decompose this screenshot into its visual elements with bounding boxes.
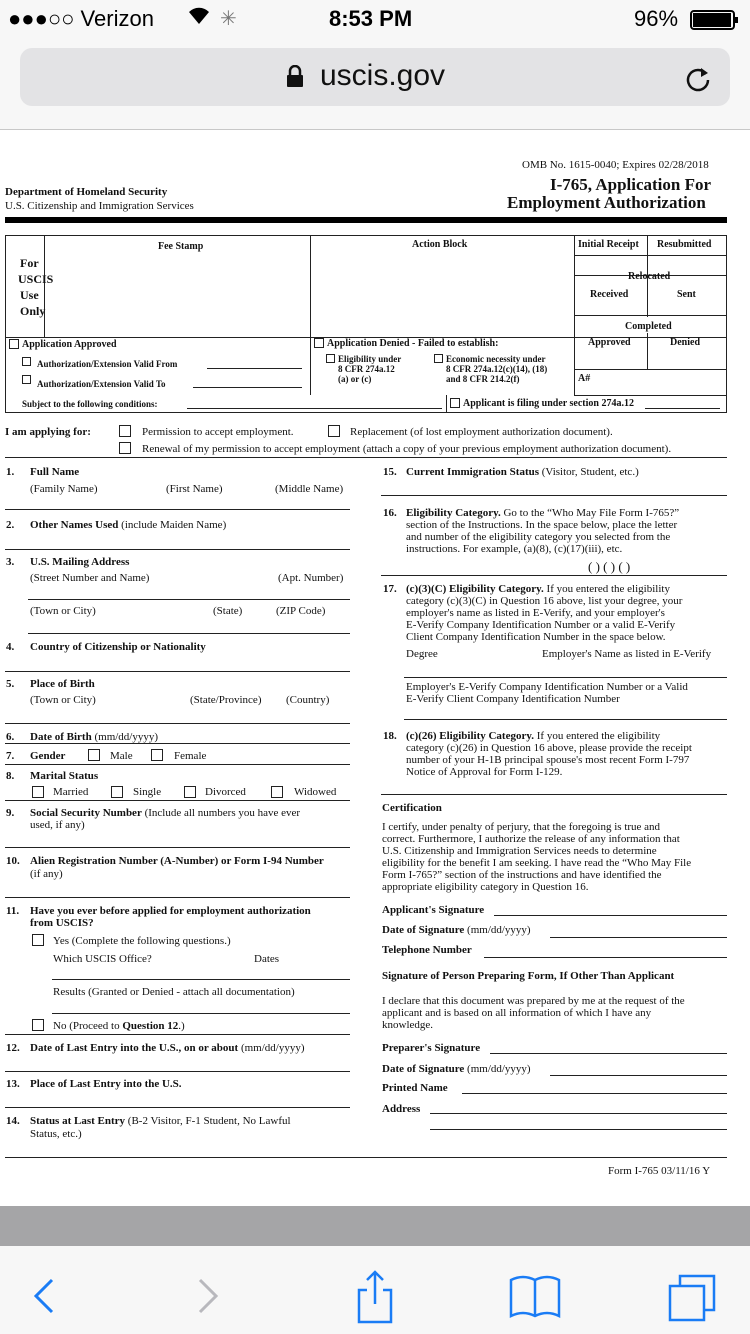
q10-field[interactable]	[5, 897, 350, 898]
auth-from-checkbox[interactable]	[22, 357, 31, 366]
department-label: Department of Homeland Security	[5, 186, 168, 198]
q1-first-label: (First Name)	[166, 483, 223, 495]
renewal-checkbox[interactable]	[119, 442, 131, 454]
action-block-label: Action Block	[412, 239, 468, 250]
sent-label: Sent	[677, 289, 696, 300]
q17-degree-label: Degree	[406, 648, 438, 660]
q3-town-label: (Town or City)	[30, 605, 96, 617]
q14-extra-label: Status, etc.)	[30, 1128, 82, 1140]
address-label: Address	[382, 1103, 421, 1115]
q12-field[interactable]	[5, 1071, 350, 1072]
q16-label: Eligibility Category. Go to the “Who May File Form I-765?”	[406, 507, 680, 519]
forward-button[interactable]	[170, 1266, 230, 1326]
certification-heading: Certification	[382, 802, 442, 814]
cert-line4: eligibility for the benefit I am seeking. I have read the “Who May File	[382, 857, 692, 869]
wifi-icon	[186, 4, 212, 32]
q17-degree-field[interactable]	[404, 677, 727, 678]
q17-line4: E-Verify Company Identification Number or a valid E-Verify	[406, 619, 676, 631]
q11-office-field[interactable]	[52, 979, 350, 980]
female-label: Female	[174, 750, 207, 762]
telephone-label: Telephone Number	[382, 944, 472, 956]
footer-rule	[5, 1157, 727, 1158]
app-denied-label: Application Denied - Failed to establish:	[327, 338, 499, 349]
preparer-heading: Signature of Person Preparing Form, If Other Than Applicant	[382, 970, 675, 982]
q9-label: Social Security Number (Include all numbers you have ever	[30, 807, 301, 819]
q1-label: Full Name	[30, 466, 80, 478]
single-checkbox[interactable]	[111, 786, 123, 798]
econ-necessity-checkbox[interactable]	[434, 354, 443, 363]
q2-field[interactable]	[5, 549, 350, 550]
male-label: Male	[110, 750, 133, 762]
battery-percent: 96%	[634, 6, 679, 31]
safari-toolbar	[0, 1206, 750, 1334]
q18-line3: number of your H-1B principal spouse's most recent Form I-797	[406, 754, 690, 766]
q15-field[interactable]	[381, 495, 727, 496]
preparer-line3: knowledge.	[382, 1019, 434, 1031]
q2-label: Other Names Used (include Maiden Name)	[30, 519, 227, 531]
renewal-label: Renewal of my permission to accept employment (attach a copy of your previous employment authorization document).	[142, 443, 672, 455]
q15-label: Current Immigration Status (Visitor, Student, etc.)	[406, 466, 639, 478]
back-button[interactable]	[14, 1266, 74, 1326]
preparer-signature-label: Preparer's Signature	[382, 1042, 481, 1054]
q5-state-label: (State/Province)	[190, 694, 262, 706]
q10-extra-label: (if any)	[30, 868, 63, 880]
q11-dates-label: Dates	[254, 953, 280, 965]
q5-town-label: (Town or City)	[30, 694, 96, 706]
q11-yes-label: Yes (Complete the following questions.)	[53, 935, 231, 947]
q18-line2: category (c)(26) in Question 16 above, please provide the receipt	[406, 742, 692, 754]
male-checkbox[interactable]	[88, 749, 100, 761]
reload-icon[interactable]	[684, 64, 712, 97]
date-signature-label: Date of Signature (mm/dd/yyyy)	[382, 924, 531, 936]
permission-checkbox[interactable]	[119, 425, 131, 437]
fee-stamp-label: Fee Stamp	[158, 241, 204, 252]
q17-employer-label: Employer's Name as listed in E-Verify	[542, 648, 712, 660]
q9-field[interactable]	[5, 847, 350, 848]
divorced-checkbox[interactable]	[184, 786, 196, 798]
female-checkbox[interactable]	[151, 749, 163, 761]
loading-spinner-icon: ✳	[220, 8, 237, 30]
q3-street-label: (Street Number and Name)	[30, 572, 150, 584]
q17-everify-field[interactable]	[404, 719, 727, 720]
preparer-signature-field[interactable]	[490, 1053, 727, 1054]
q3-street-field[interactable]	[28, 599, 350, 600]
divorced-label: Divorced	[205, 786, 246, 798]
q17-line5: Client Company Identification Number in the space below.	[406, 631, 666, 643]
q17-line3: employer's name as listed in E-Verify, and your employer's	[406, 607, 665, 619]
elig-under-checkbox[interactable]	[326, 354, 335, 363]
clock: 8:53 PM	[329, 6, 413, 31]
cert-line1: I certify, under penalty of perjury, that the foregoing is true and	[382, 821, 661, 833]
applicant-signature-field[interactable]	[494, 915, 727, 916]
q3-city-field[interactable]	[28, 633, 350, 634]
permission-label: Permission to accept employment.	[142, 426, 294, 438]
q11-label-b: from USCIS?	[30, 917, 94, 929]
completed-label: Completed	[625, 321, 672, 332]
single-label: Single	[133, 786, 162, 798]
married-checkbox[interactable]	[32, 786, 44, 798]
printed-name-label: Printed Name	[382, 1082, 448, 1094]
q6-label: Date of Birth (mm/dd/yyyy)	[30, 731, 159, 743]
q3-zip-label: (ZIP Code)	[276, 605, 326, 617]
q11-results-field[interactable]	[52, 1013, 350, 1014]
q3-state-label: (State)	[213, 605, 243, 617]
date-signature-field[interactable]	[550, 937, 727, 938]
q1-family-label: (Family Name)	[30, 483, 98, 495]
denied-label: Denied	[670, 337, 700, 348]
q11-no-label: No (Proceed to Question 12.)	[53, 1020, 185, 1032]
q18-label: (c)(26) Eligibility Category. If you entered the eligibility	[406, 730, 661, 742]
for-uscis-label: For USCIS Use Only	[18, 256, 54, 318]
resubmitted-label: Resubmitted	[657, 239, 712, 250]
form-subtitle: Employment Authorization	[507, 193, 706, 212]
q7-label: Gender	[30, 750, 66, 762]
status-bar	[0, 0, 750, 40]
widowed-label: Widowed	[294, 786, 337, 798]
q16-line4: instructions. For example, (a)(8), (c)(17)(iii), etc.	[406, 543, 623, 555]
replacement-label: Replacement (of lost employment authorization document).	[350, 426, 613, 438]
q8-label: Marital Status	[30, 770, 99, 782]
preparer-line2: applicant and is based on all information of which I have any	[382, 1007, 652, 1019]
q14-label: Status at Last Entry (B-2 Visitor, F-1 Student, No Lawful	[30, 1115, 291, 1127]
address-field[interactable]	[430, 1113, 727, 1114]
approved-label: Approved	[588, 337, 631, 348]
relocated-label: Relocated	[628, 271, 671, 282]
widowed-checkbox[interactable]	[271, 786, 283, 798]
q6-field[interactable]	[5, 743, 350, 744]
form-footer: Form I-765 03/11/16 Y	[608, 1165, 711, 1177]
header-rule	[5, 217, 727, 223]
q1-middle-label: (Middle Name)	[275, 483, 344, 495]
app-approved-checkbox[interactable]	[9, 339, 19, 349]
form-title: I-765, Application For	[550, 175, 712, 194]
q18-field[interactable]	[381, 794, 727, 795]
initial-receipt-label: Initial Receipt	[578, 239, 639, 250]
bookmarks-button[interactable]	[505, 1266, 565, 1326]
received-label: Received	[590, 289, 629, 300]
preparer-date-field[interactable]	[550, 1075, 727, 1076]
q17-label: (c)(3)(C) Eligibility Category. If you entered the eligibility	[406, 583, 670, 595]
applying-for-label: I am applying for:	[5, 426, 91, 438]
omb-number: OMB No. 1615-0040; Expires 02/28/2018	[522, 159, 709, 171]
q4-field[interactable]	[5, 671, 350, 672]
applicant-signature-label: Applicant's Signature	[382, 904, 485, 916]
q3-label: U.S. Mailing Address	[30, 556, 130, 568]
cert-line6: appropriate eligibility category in Question 16.	[382, 881, 589, 893]
q5-label: Place of Birth	[30, 678, 95, 690]
q11-label: Have you ever before applied for employment authorization	[30, 905, 311, 917]
auth-from-label: Authorization/Extension Valid From	[37, 359, 178, 369]
q5-field[interactable]	[5, 723, 350, 724]
q12-label: Date of Last Entry into the U.S., on or about (mm/dd/yyyy)	[30, 1042, 305, 1054]
printed-name-field[interactable]	[462, 1093, 727, 1094]
carrier-label: ●●●○○ Verizon	[8, 6, 154, 31]
q1-field[interactable]	[5, 509, 350, 510]
auth-to-checkbox[interactable]	[22, 375, 31, 384]
filing-274-label: Applicant is filing under section 274a.12	[463, 398, 634, 409]
q11-yes-checkbox[interactable]	[32, 934, 44, 946]
q3-apt-label: (Apt. Number)	[278, 572, 344, 584]
telephone-field[interactable]	[484, 957, 727, 958]
preparer-line1: I declare that this document was prepared by me at the request of the	[382, 995, 685, 1007]
q11-office-label: Which USCIS Office?	[53, 953, 152, 965]
q16-line2: section of the Instructions. In the space below, place the letter	[406, 519, 678, 531]
a-number-label: A#	[578, 373, 591, 384]
cert-line2: correct. Furthermore, I authorize the release of any information that	[382, 833, 680, 845]
q13-label: Place of Last Entry into the U.S.	[30, 1078, 182, 1090]
cert-line3: U.S. Citizenship and Immigration Services needs to determine	[382, 845, 657, 857]
elig-under-label: Eligibility under 8 CFR 274a.12 (a) or (c)	[338, 354, 402, 384]
q4-label: Country of Citizenship or Nationality	[30, 641, 206, 653]
tabs-button[interactable]	[662, 1266, 722, 1326]
filing-274-checkbox[interactable]	[450, 398, 460, 408]
auth-to-label: Authorization/Extension Valid To	[37, 379, 166, 389]
q16-category-field[interactable]: ( ) ( ) ( )	[588, 559, 631, 574]
url-bar[interactable]	[20, 48, 730, 106]
econ-necessity-label: Economic necessity under 8 CFR 274a.12(c)(14), (18) and 8 CFR 214.2(f)	[446, 354, 548, 384]
q11-no-checkbox[interactable]	[32, 1019, 44, 1031]
subject-conditions-label: Subject to the following conditions:	[22, 399, 158, 409]
preparer-date-label: Date of Signature (mm/dd/yyyy)	[382, 1063, 531, 1075]
q11-results-label: Results (Granted or Denied - attach all documentation)	[53, 986, 295, 998]
q13-field[interactable]	[5, 1107, 350, 1108]
q9-extra-label: used, if any)	[30, 819, 85, 831]
address-field-2[interactable]	[430, 1129, 727, 1130]
q18-line4: Notice of Approval for Form I-129.	[406, 766, 563, 778]
married-label: Married	[53, 786, 89, 798]
battery-icon	[690, 10, 740, 36]
app-approved-label: Application Approved	[22, 339, 117, 350]
url-text: uscis.gov	[320, 59, 446, 92]
cert-line5: Form I-765?” section of the instructions and have identified the	[382, 869, 662, 881]
lock-icon	[286, 65, 304, 92]
replacement-checkbox[interactable]	[328, 425, 340, 437]
app-denied-checkbox[interactable]	[314, 338, 324, 348]
q16-line3: and number of the eligibility category you selected from the	[406, 531, 671, 543]
q5-country-label: (Country)	[286, 694, 330, 706]
q17-everify-label2: E-Verify Client Company Identification Number	[406, 693, 620, 705]
agency-label: U.S. Citizenship and Immigration Services	[5, 200, 194, 212]
q17-everify-label: Employer's E-Verify Company Identification Number or a Valid	[406, 681, 688, 693]
share-button[interactable]	[345, 1266, 405, 1326]
form-document: OMB No. 1615-0040; Expires 02/28/2018 Department of Homeland Security U.S. Citizenship and Immigration Services I-765, Application For Employment Authorization For USCIS Use Only Fee Stamp Action Block Initial Receipt Resubmitted Relocated Received Sent Completed Approved Denied Application Approved Authorization/Extension Valid From Authorization/Extension Valid To Application Denied - Failed to establish: Eligibility under 8 CFR 274a.12 (a) or (c) Economic necessity under 8 CFR 274a.12(c)(14), (18) and 8 CFR 214.2(f) A# Subject to the following conditions: Applicant is filing under section 274a.12 I am applying for: Permission to accept employment. Replacement (of lost employment authorization document). Renewal of my permission to accept employment (attach a copy of your previous employment authorization document). 1. Full Name (Family Name) (First Name) (Middle Name) 2. Other Names Used (include Maiden Name) 3. U.S. Mailing Address (Street Number and Name) (Apt. Number) (Town or City) (State) (ZIP Code) 4. Country of Citizenship or Nationality 5. Place of Birth (Town or City) (State/Province) (Country) 6. Date of Birth (mm/dd/yyyy) 7. Gender Male Female 8. Marital Status Married Single Divorced Widowed 9. Social Security Number (Include all numbers you have ever used, if any) 10. Alien Registration Number (A-Number) or Form I-94 Number (if any) 11. Have you ever before applied for employment authorization from USCIS? Yes (Complete the following questions.) Which USCIS Office? Dates Results (Granted or Denied - attach all documentation) No (Proceed to Question 12.) 12. Date of Last Entry into the U.S., on or about (mm/dd/yyyy) 13. Place of Last Entry into the U.S. 14. Status at Last Entry (B-2 Visitor, F-1 Student, No Lawful Status, etc.) 15. Current Immigration Status (Visitor, Student, etc.) 16. Eligibility Category. Go to the “Who May File Form I-765?” section of the Instructions. In the space below, place the letter and number of the eligibility category you selected from the instructions. For example, (a)(8), (c)(17)(iii), etc. ( ) ( ) ( ) 17. (c)(3)(C) Eligibility Category. If you entered the eligibility category (c)(3)(C) in Question 16 above, list your degree, your employer's name as listed in E-Verify, and your employer's E-Verify Company Identification Number or a valid E-Verify Client Company Identification Number in the space below. Degree Employer's Name as listed in E-Verify Employer's E-Verify Company Identification Number or a Valid E-Verify Client Company Identification Number 18. (c)(26) Eligibility Category. If you entered the eligibility category (c)(26) in Question 16 above, please provide the receipt number of your H-1B principal spouse's most recent Form I-797 Notice of Approval for Form I-129. Certification I certify, under penalty of perjury, that the foregoing is true and correct. Furthermore, I authorize the release of any information that U.S. Citizenship and Immigration Services needs to determine eligibility for the benefit I am seeking. I have read the “Who May File Form I-765?” section of the instructions and have identified the appropriate eligibility category in Question 16. Applicant's Signature Date of Signature (mm/dd/yyyy) Telephone Number Signature of Person Preparing Form, If Other Than Applicant I declare that this document was prepared by me at the request of the applicant and is based on all information of which I have any knowledge. Preparer's Signature Date of Signature (mm/dd/yyyy) Printed Name Address Form I-765 03/11/16 Y	[0, 131, 750, 1206]
q10-label: Alien Registration Number (A-Number) or Form I-94 Number	[30, 855, 324, 867]
q17-line2: category (c)(3)(C) in Question 16 above, list your degree, your	[406, 595, 683, 607]
